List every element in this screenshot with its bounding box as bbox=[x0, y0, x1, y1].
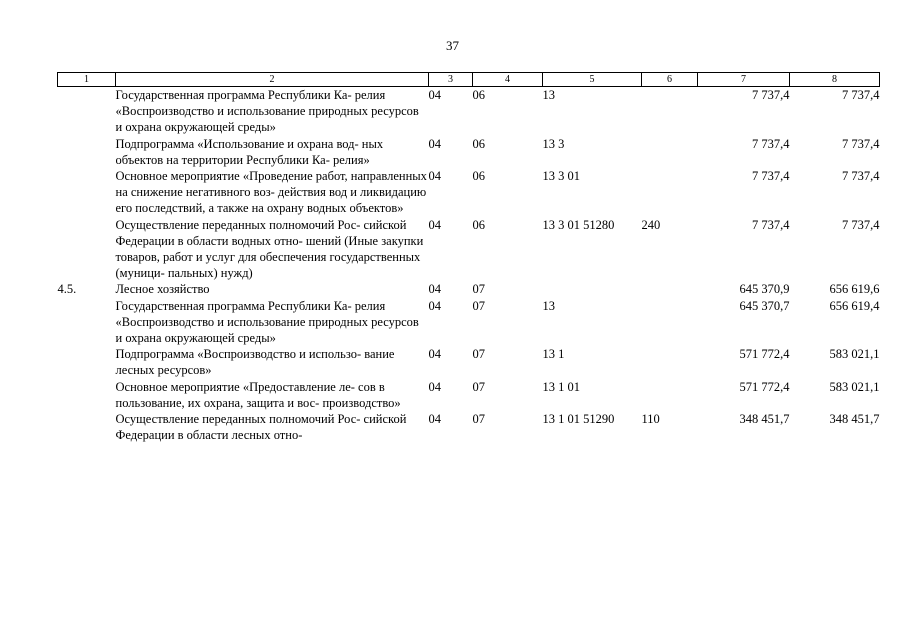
section-code: 04 bbox=[428, 169, 441, 184]
column-header: 5 bbox=[543, 73, 642, 87]
section-code: 04 bbox=[428, 88, 441, 102]
subsection-code: 06 bbox=[472, 217, 485, 232]
expense-kind-code bbox=[642, 298, 698, 347]
expense-kind-code: 240 bbox=[641, 217, 661, 232]
amount-year-2: 656 619,4 bbox=[829, 298, 880, 313]
target-article-code: 13 bbox=[542, 298, 555, 313]
subsection-code: 06 bbox=[472, 169, 485, 184]
section-code: 04 bbox=[428, 217, 441, 232]
column-number-row bbox=[58, 73, 880, 87]
table-row bbox=[58, 136, 880, 168]
item-number bbox=[58, 346, 116, 378]
table-row bbox=[58, 87, 880, 136]
item-name: Основное мероприятие «Проведение работ, направленных на снижение негативного воз- действия вод и ликвидацию его последствий, а также на охрану водных объектов» bbox=[115, 169, 427, 216]
expense-kind-code bbox=[642, 281, 698, 297]
section-code: 04 bbox=[428, 298, 441, 313]
page-number: 37 bbox=[446, 38, 459, 53]
amount-year-1: 645 370,7 bbox=[739, 298, 790, 313]
table-row bbox=[58, 168, 880, 217]
amount-year-2: 7 737,4 bbox=[842, 88, 880, 102]
amount-year-2: 656 619,6 bbox=[829, 282, 880, 297]
item-number bbox=[58, 168, 116, 217]
subsection-code: 07 bbox=[472, 379, 485, 394]
item-name: Государственная программа Республики Ка- релия «Воспроизводство и использование природных ресурсов и охрана окружающей среды» bbox=[115, 298, 419, 346]
item-number bbox=[58, 87, 116, 136]
section-code: 04 bbox=[428, 379, 441, 394]
target-article-code: 13 bbox=[542, 88, 555, 102]
amount-year-2: 348 451,7 bbox=[829, 412, 880, 427]
column-header: 4 bbox=[473, 73, 543, 87]
amount-year-2: 583 021,1 bbox=[829, 379, 880, 394]
target-article-code: 13 1 bbox=[542, 347, 565, 362]
amount-year-1: 7 737,4 bbox=[752, 169, 790, 184]
column-header: 6 bbox=[642, 73, 698, 87]
expense-kind-code: 110 bbox=[641, 412, 660, 427]
item-number bbox=[58, 379, 116, 411]
section-code: 04 bbox=[428, 136, 441, 151]
table-row bbox=[58, 379, 880, 411]
target-article-code bbox=[543, 281, 642, 297]
item-name: Основное мероприятие «Предоставление ле- сов в пользование, их охрана, защита и вос- производство» bbox=[115, 379, 401, 410]
item-name: Государственная программа Республики Ка- релия «Воспроизводство и использование природных ресурсов и охрана окружающей среды» bbox=[115, 88, 419, 135]
section-code: 04 bbox=[428, 412, 441, 427]
table-row bbox=[58, 217, 880, 282]
expense-kind-code bbox=[642, 379, 698, 411]
subsection-code: 07 bbox=[472, 347, 485, 362]
item-name: Подпрограмма «Воспроизводство и использо- вание лесных ресурсов» bbox=[115, 347, 395, 378]
amount-year-2: 7 737,4 bbox=[842, 136, 880, 151]
target-article-code: 13 3 01 51280 bbox=[542, 217, 615, 232]
item-name: Осуществление переданных полномочий Рос- сийской Федерации в области лесных отно- bbox=[115, 412, 407, 443]
section-code: 04 bbox=[428, 347, 441, 362]
column-header: 8 bbox=[790, 73, 880, 87]
amount-year-1: 7 737,4 bbox=[752, 217, 790, 232]
amount-year-1: 348 451,7 bbox=[739, 412, 790, 427]
target-article-code: 13 1 01 51290 bbox=[542, 412, 615, 427]
target-article-code: 13 1 01 bbox=[542, 379, 580, 394]
amount-year-1: 7 737,4 bbox=[752, 136, 790, 151]
amount-year-1: 571 772,4 bbox=[739, 379, 790, 394]
expense-kind-code bbox=[642, 168, 698, 217]
table-row bbox=[58, 298, 880, 347]
budget-table bbox=[57, 72, 880, 443]
expense-kind-code bbox=[642, 87, 698, 136]
subsection-code: 06 bbox=[472, 88, 485, 102]
table-row bbox=[58, 411, 880, 443]
target-article-code: 13 3 bbox=[542, 136, 565, 151]
amount-year-1: 571 772,4 bbox=[739, 347, 790, 362]
item-name: Подпрограмма «Использование и охрана вод- ных объектов на территории Республики Ка- релия» bbox=[115, 136, 384, 167]
amount-year-1: 7 737,4 bbox=[752, 88, 790, 102]
item-number bbox=[58, 136, 116, 168]
expense-kind-code bbox=[642, 136, 698, 168]
item-name: Осуществление переданных полномочий Рос- сийской Федерации в области водных отно- шений (Иные закупки товаров, работ и услуг для обеспечения государственных (муници- пальных) нужд) bbox=[115, 217, 424, 281]
item-number bbox=[58, 217, 116, 282]
subsection-code: 07 bbox=[472, 412, 485, 427]
table-row bbox=[58, 281, 880, 297]
column-header: 1 bbox=[58, 73, 116, 87]
item-number: 4.5. bbox=[57, 282, 77, 297]
subsection-code: 07 bbox=[472, 298, 485, 313]
amount-year-2: 7 737,4 bbox=[842, 217, 880, 232]
table-row bbox=[58, 346, 880, 378]
subsection-code: 06 bbox=[472, 136, 485, 151]
subsection-code: 07 bbox=[472, 282, 485, 297]
column-header: 3 bbox=[429, 73, 473, 87]
item-number bbox=[58, 411, 116, 443]
column-header: 7 bbox=[698, 73, 790, 87]
column-header: 2 bbox=[116, 73, 429, 87]
amount-year-1: 645 370,9 bbox=[739, 282, 790, 297]
section-code: 04 bbox=[428, 282, 441, 297]
item-name: Лесное хозяйство bbox=[115, 282, 210, 297]
item-number bbox=[58, 298, 116, 347]
amount-year-2: 583 021,1 bbox=[829, 347, 880, 362]
amount-year-2: 7 737,4 bbox=[842, 169, 880, 184]
expense-kind-code bbox=[642, 346, 698, 378]
target-article-code: 13 3 01 bbox=[542, 169, 580, 184]
